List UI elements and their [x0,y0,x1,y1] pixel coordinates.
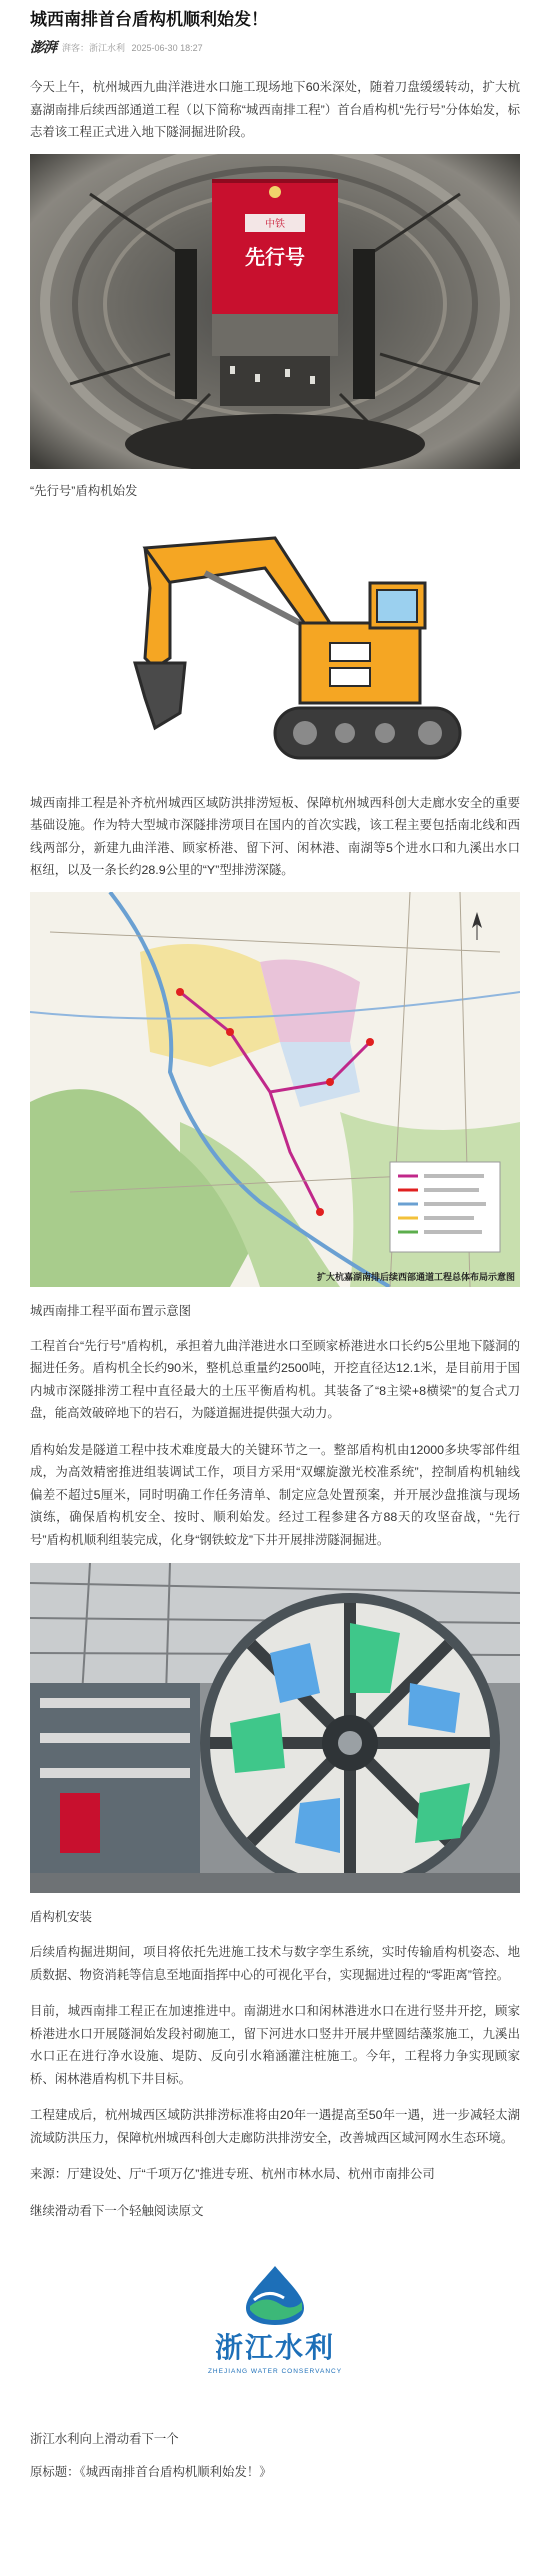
tbm-installation-photo[interactable] [30,1563,520,1893]
paragraph-digital-twin: 后续盾构掘进期间，项目将依托先进施工技术与数字孪生系统，实时传输盾构机姿态、地质数据、物资消耗等信息至地面指挥中心的可视化平台，实现掘进过程的“零距离”管控。 [30,1945,520,1982]
map-title: 扩大杭嘉湖南排后续西部通道工程总体布局示意图 [316,1272,515,1283]
tbm-sign-title: 中铁 [265,218,285,230]
caption-layout-map: 城西南排工程平面布置示意图 [30,1303,192,1318]
paragraph-progress: 目前，城西南排工程正在加速推进中。南湖进水口和闲林港进水口在进行竖井开挖，顾家桥港进水口开展隧洞始发段衬砌施工，留下河进水口竖井开展井壁圆结藻浆施工，九溪出水口正在进行净水设施、堤防、反向引水箱涵灌注桩施工。今年，工程将力争实现顾家桥、闲林港盾构机下井目标。 [30,2004,520,2086]
tbm-installation-illustration [30,1563,520,1893]
continue-reading-prompt[interactable]: 继续滑动看下一个轻触阅读原文 [30,2203,204,2218]
brand-logo[interactable]: 澎湃 [30,40,56,56]
scroll-next-prompt[interactable]: 浙江水利向上滑动看下一个 [30,2432,179,2446]
tbm-launch-photo[interactable] [30,154,520,469]
source-label[interactable]: 湃客：浙江水利 [62,42,126,53]
article-title: 城西南排首台盾构机顺利始发！ [30,10,268,29]
water-drop-icon [240,2264,310,2326]
publish-time: 2025-06-30 18:27 [131,42,203,53]
paragraph-overview: 城西南排工程是补齐杭州城西区域防洪排涝短板、保障杭州城西科创大走廊水安全的重要基础设施。作为特大型城市深隧排涝项目在国内的首次实践，该工程主要包括南北线和西线两部分，新建九曲洋港、顾家桥港、留下河、闲林港、南湖等5个进水口和九溪出水口枢纽，以及一条长约28.9公里的“Y”型排涝深隧。 [30,795,520,877]
zhejiang-water-logo[interactable] [30,2244,520,2394]
paragraph-tbm-specs: 工程首台“先行号”盾构机，承担着九曲洋港进水口至顾家桥港进水口长约5公里地下隧洞的掘进任务。盾构机全长约90米，整机总重量约2500吨，开挖直径达12.1米，是目前用于国内城市深隧排涝工程中直径最大的土压平衡盾构机。其装备了“8主梁+8横梁”的复合式刀盘，能高效破碎地下的岩石，为隧道掘进提供强大动力。 [30,1338,520,1420]
paragraph-benefits: 工程建成后，杭州城西区域防洪排涝标准将由20年一遇提高至50年一遇，进一步减轻太湖流域防洪压力，保障杭州城西科创大走廊防洪排涝安全，改善城西区域河网水生态环境。 [30,2108,520,2145]
article-meta [30,38,520,56]
tbm-name-badge: 先行号 [245,244,305,269]
original-title-link[interactable]: 《城西南排首台盾构机顺利始发！》 [79,2464,272,2479]
excavator-illustration [30,513,520,778]
logo-name: 浙江水利 [214,2331,335,2363]
original-title-prefix: 原标题： [30,2464,80,2479]
tbm-launch-illustration [30,154,520,469]
logo-english-name: ZHEJIANG WATER CONSERVANCY [207,2367,343,2375]
excavator-icon [30,513,520,778]
paragraph-intro: 今天上午，杭州城西九曲洋港进水口施工现场地下60米深处，随着刀盘缓缓转动，扩大杭嘉湖南排后续西部通道工程（以下简称“城西南排工程”）首台盾构机“先行号”分体始发，标志着该工程正式进入地下隧洞掘进阶段。 [30,80,520,139]
meta-info [62,41,207,54]
project-layout-map[interactable] [30,892,520,1287]
layout-map-illustration [30,892,520,1287]
source-attribution: 来源：厅建设处、厅“千项万亿”推进专班、杭州市林水局、杭州市南排公司 [30,2167,435,2181]
caption-tbm-installation: 盾构机安装 [30,1910,92,1924]
caption-tbm-launch: “先行号”盾构机始发 [30,483,138,498]
original-title-line [30,2461,520,2484]
paragraph-launch: 盾构始发是隧道工程中技术难度最大的关键环节之一。整部盾构机由12000多块零部件组成，为高效精密推进组装调试工作，项目方采用“双螺旋激光校准系统”，控制盾构机轴线偏差不超过5厘米，同时明确工作任务清单、制定应急处置预案，并开展沙盘推演与现场演练，确保盾构机安全、按时、顺利始发。经过工程参建各方88天的攻坚奋战，“先行号”盾构机顺利组装完成，化身“钢铁蛟龙”下井开展排涝隧洞掘进。 [30,1442,520,1547]
